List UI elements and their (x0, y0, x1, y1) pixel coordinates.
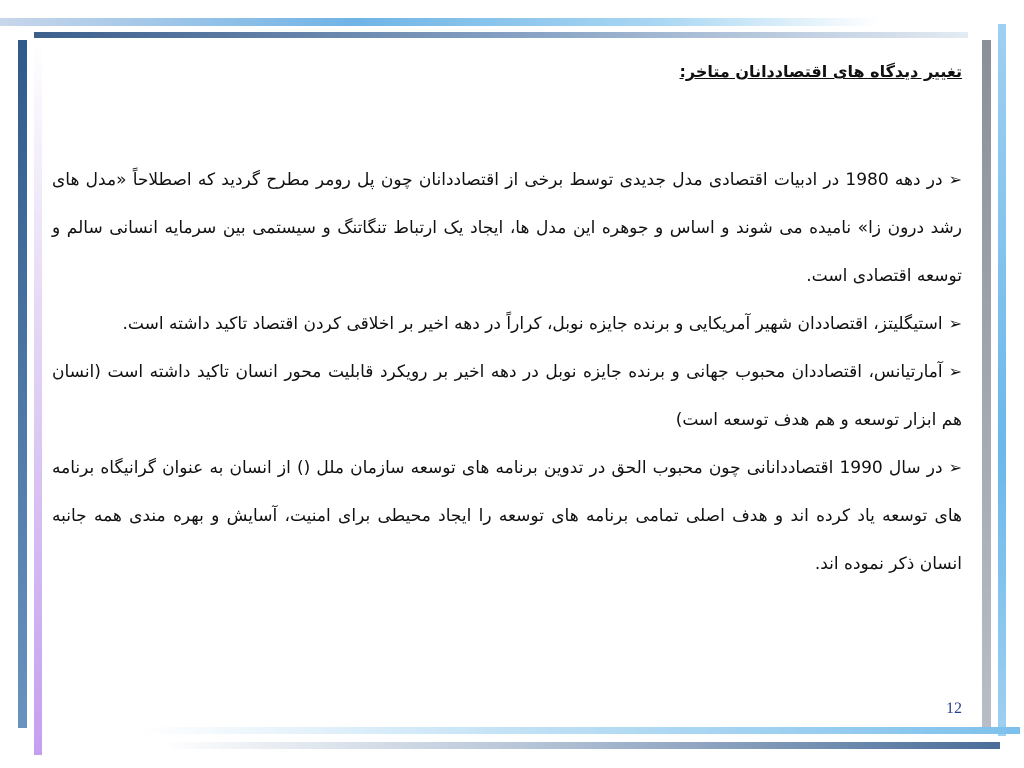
bullet-paragraph (52, 444, 962, 588)
paragraph-text: آمارتیانس، اقتصاددان محبوب جهانی و برنده جایزه نوبل در دهه اخیر بر رویکرد قابلیت محور انسان تاکید داشته است (انسان هم ابزار توسعه و هم هدف توسعه است) (52, 362, 962, 430)
left-decorative-bar (18, 40, 27, 728)
bottom-decorative-bar-secondary (160, 742, 1000, 749)
left-decorative-bar-secondary (34, 40, 42, 755)
top-decorative-bar (0, 18, 880, 26)
paragraph-text: استیگلیتز، اقتصاددان شهیر آمریکایی و برنده جایزه نوبل، کراراً در دهه اخیر بر اخلاقی کردن اقتصاد تاکید داشته است. (122, 314, 943, 334)
slide-content (52, 58, 962, 588)
bullet-paragraph (52, 348, 962, 444)
paragraph-text: در دهه 1980 در ادبیات اقتصادی مدل جدیدی توسط برخی از اقتصاددانان چون پل رومر مطرح گردید که اصطلاحاً «مدل های رشد درون زا» نامیده می شوند و اساس و جوهره این مدل ها، ایجاد یک ارتباط تنگاتنگ و سیستمی بین سرمایه انسانی سالم و توسعه اقتصادی است. (52, 170, 962, 286)
slide-title: تغییر دیدگاه های اقتصاددانان متاخر: (679, 62, 962, 81)
arrowhead-bullet-icon: ➢ (948, 362, 962, 381)
right-decorative-bar-secondary (998, 24, 1006, 736)
arrowhead-bullet-icon: ➢ (948, 458, 962, 477)
top-decorative-bar-secondary (34, 32, 968, 38)
arrowhead-bullet-icon: ➢ (948, 170, 962, 189)
bullet-paragraph (52, 156, 962, 300)
bottom-decorative-bar (140, 727, 1020, 734)
page-number: 12 (946, 700, 962, 717)
arrowhead-bullet-icon: ➢ (948, 314, 962, 333)
paragraph-text: در سال 1990 اقتصاددانانی چون محبوب الحق در تدوین برنامه های توسعه سازمان ملل () از انسان به عنوان گرانیگاه برنامه های توسعه یاد کرده اند و هدف اصلی تمامی برنامه های توسعه را ایجاد محیطی برای امنیت، آسایش و بهره مندی همه جانبه انسان ذکر نموده اند. (52, 458, 962, 574)
right-decorative-bar (982, 40, 991, 730)
bullet-paragraph (52, 300, 962, 348)
